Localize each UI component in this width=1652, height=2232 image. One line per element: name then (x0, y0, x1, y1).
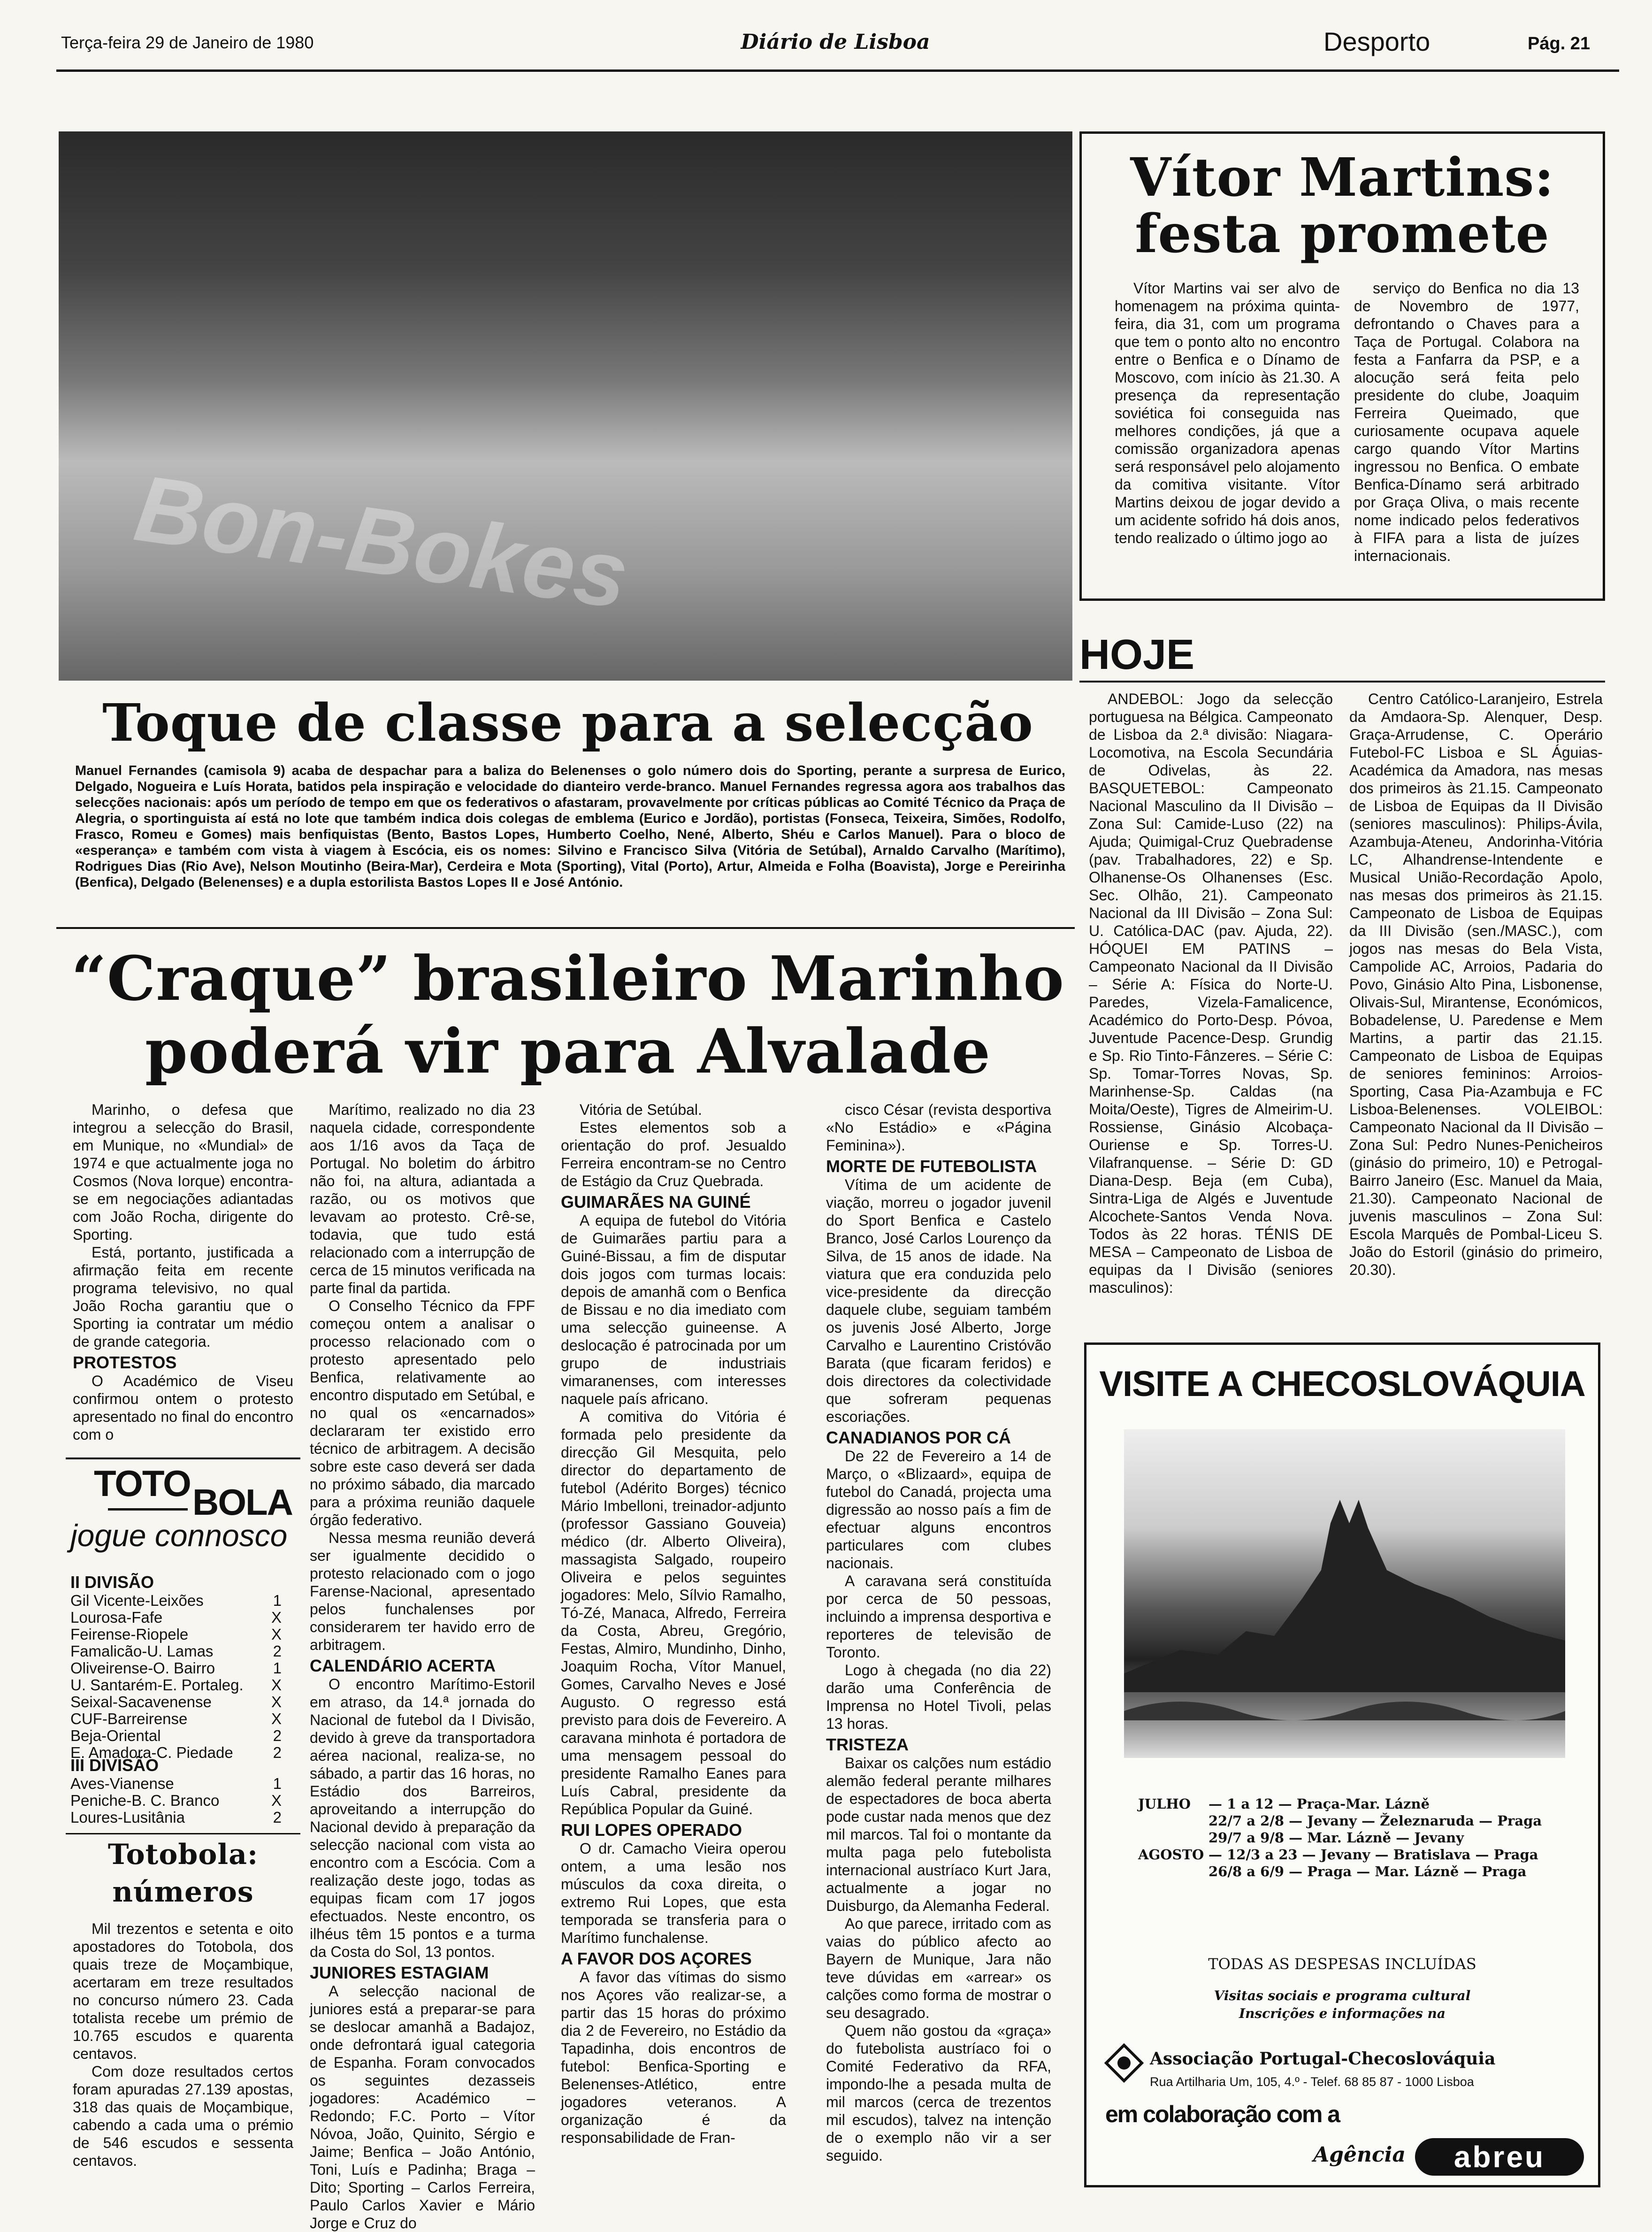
vitor-title-1: Vítor Martins: (1130, 147, 1554, 208)
result-row (70, 1694, 282, 1710)
result-row (70, 1727, 282, 1744)
match-name: Beja-Oriental (70, 1727, 161, 1744)
toque-headline: Toque de classe para a selecção (102, 692, 1033, 753)
craque-col-1: Marinho, o defesa que integrou a selecção do Brasil, em Munique, no «Mundial» de 1974 e que actualmente joga no Cosmos (Nova Iorque) encontra-se em negociações adiantadas com João Rocha, dirigente do Sporting. Está, portanto, justificada a afirmação feita em recente programa televisivo, no qual João Rocha garantiu que o Sporting ia contratar um médio de grande categoria. PROTESTOS O Académico de Viseu confirmou ontem o protesto apresentado no final do encontro com o (73, 1101, 293, 1443)
div3-title: III DIVISÃO (70, 1756, 159, 1775)
numeros-title-1: Totobola: (107, 1838, 259, 1871)
result-row (70, 1710, 282, 1727)
result-row (70, 1775, 282, 1792)
schedule-row (1138, 1829, 1560, 1846)
result-row (70, 1643, 282, 1660)
abreu-logo (1415, 2138, 1584, 2176)
castle-silhouette-icon (1124, 1429, 1565, 1758)
match-result: 2 (273, 1642, 282, 1660)
match-result: X (271, 1626, 282, 1643)
ad-title: VISITE A CHECOSLOVÁQUIA (1099, 1364, 1585, 1404)
bola-text: BOLA (192, 1481, 292, 1523)
numeros-text: Mil trezentos e setenta e oito apostadores do Totobola, dos quais treze de Moçambique, acertaram em treze resultados no concurso número 23. Cada totalista recebe um prémio de 10.765 escudos e quarenta centavos. Com doze resultados certos foram apuradas 27.139 apostas, 318 das quais de Moçambique, cabendo a cada uma o prémio de 546 escudos e sessenta centavos. (73, 1920, 293, 2169)
ad-included: TODAS AS DESPESAS INCLUÍDAS (1208, 1955, 1476, 1973)
result-row (70, 1609, 282, 1626)
schedule-row (1138, 1863, 1560, 1880)
totobola-tagline: jogue connosco (70, 1518, 288, 1553)
match-name: Lourosa-Fafe (70, 1609, 163, 1626)
page-number: Pág. 21 (1528, 34, 1591, 54)
match-result: 2 (273, 1727, 282, 1744)
match-name: Aves-Vianense (70, 1775, 174, 1792)
match-result: 2 (273, 1744, 282, 1761)
ad-address: Rua Artilharia Um, 105, 4.º - Telef. 68 85 87 - 1000 Lisboa (1150, 2075, 1474, 2089)
football-photo (59, 131, 1072, 681)
match-result: X (271, 1693, 282, 1710)
result-row (70, 1677, 282, 1694)
div3-results (70, 1775, 282, 1826)
craque-headline-1: “Craque” brasileiro Marinho (71, 943, 1064, 1014)
totobola-underline (108, 1508, 188, 1511)
match-result: X (271, 1710, 282, 1727)
schedule-row (1138, 1812, 1560, 1829)
photo-banner-text: Bon-Bokes (129, 455, 635, 629)
hoje-col-2: Centro Católico-Laranjeiro, Estrela da Amdaora-Sp. Alenquer, Desp. Graça-Arrudense, C. Operário Futebol-FC Lisboa e SL Águias-Académica da Amadora, nas mesas dos primeiros às 21.15. Campeonato de Lisboa de Equipas da II Divisão (seniores masculinos): Philips-Ávila, Azambuja-Ateneu, Andorinha-Vitória LC, Alhandrense-Intendente e Musical União-Recordação Apolo, nas mesas dos primeiros às 21.15. Campeonato de Lisboa de Equipas da III Divisão (sen./MASC.), com jogos nas mesas do Bela Vista, Campolide AC, Arroios, Padaria do Povo, Ginásio Alto Pina, Lisbonense, Olivais-Sul, Mirantense, Económicos, Bobadelense, U. Paredense e Mem Martins, a partir das 21.15. Campeonato de Lisboa de Equipas de seniores femininos: Arroios-Sporting, Casa Pia-Azambuja e FC Lisboa-Belenenses. VOLEIBOL: Campeonato Nacional da II Divisão – Zona Sul: Pedro Nunes-Penicheiros (ginásio do primeiro, 10) e Petrogal-Bairro Janeiro (Esc. Manuel da Maia, 21.30). Campeonato Nacional de juvenis masculinos – Zona Sul: Escola Marquês de Pombal-Liceu S. João do Estoril (ginásio do primeiro, 20.30). (1349, 690, 1603, 1278)
craque-rule (56, 927, 1075, 929)
match-name: Gil Vicente-Leixões (70, 1592, 204, 1609)
hoje-title: HOJE (1079, 631, 1195, 678)
match-result: 1 (273, 1775, 282, 1792)
match-name: Loures-Lusitânia (70, 1809, 185, 1826)
schedule-text: — 12/3 a 23 — Jevany — Bratislava — Praga (1208, 1847, 1538, 1863)
match-name: CUF-Barreirense (70, 1710, 188, 1727)
match-name: Seixal-Sacavenense (70, 1693, 212, 1710)
result-row (70, 1809, 282, 1826)
result-row (70, 1626, 282, 1643)
schedule-month: AGOSTO (1138, 1847, 1204, 1863)
match-name: Peniche-B. C. Branco (70, 1792, 220, 1809)
match-name: Famalicão-U. Lamas (70, 1642, 214, 1660)
schedule-month: JULHO (1138, 1796, 1191, 1812)
craque-headline-2: poderá vir para Alvalade (145, 1015, 991, 1087)
ad-association: Associação Portugal-Checoslováquia (1150, 2049, 1496, 2069)
schedule-text: 22/7 a 2/8 — Jevany — Železnaruda — Praga (1208, 1813, 1542, 1829)
schedule-text: — 1 a 12 — Praça-Mar. Lázně (1208, 1796, 1430, 1812)
match-result: 1 (273, 1592, 282, 1609)
hoje-rule (1079, 681, 1605, 683)
schedule-text: 26/8 a 6/9 — Praga — Mar. Lázně — Praga (1208, 1864, 1527, 1879)
match-result: X (271, 1609, 282, 1626)
ad-visits-2: Inscrições e informações na (1239, 2006, 1446, 2021)
toto-text: TOTO (94, 1463, 191, 1504)
header-rule (56, 69, 1619, 72)
abreu-logo-text: abreu (1453, 2140, 1545, 2174)
vitor-martins-box (1079, 131, 1605, 601)
vitor-title-2: festa promete (1135, 203, 1550, 265)
vitor-col-2: serviço do Benfica no dia 13 de Novembro de 1977, defrontando o Chaves para a Taça de Portugal. Colabora na festa a Fanfarra da PSP, e a alocução será feita pelo presidente do clube, Joaquim Ferreira Queimado, que curiosamente ocupava aquele cargo quando Vítor Martins ingressou no Benfica. O embate Benfica-Dínamo será arbitrado por Graça Oliva, o mais recente nome indicado pelos federativos à FIFA para a lista de juízes internacionais. (1354, 280, 1579, 564)
numeros-rule (66, 1833, 300, 1834)
header-date: Terça-feira 29 de Janeiro de 1980 (61, 33, 314, 52)
assoc-logo-icon (1105, 2044, 1143, 2082)
result-row (70, 1660, 282, 1677)
craque-col-3: Vitória de Setúbal. Estes elementos sob a orientação do prof. Jesualdo Ferreira encontram-se no Centro de Estágio da Cruz Quebrada. GUIMARÃES NA GUINÉ A equipa de futebol do Vitória de Guimarães partiu para a Guiné-Bissau, a fim de disputar dois jogos com turmas locais: depois de amanhã com o Benfica de Bissau e no dia imediato com uma selecção guineense. A deslocação é patrocinada por um grupo de industriais vimaranenses, com interesses naquele país africano. A comitiva do Vitória é formada pelo presidente da direcção Gil Mesquita, pelo director do departamento de futebol (Adérito Borges) técnico Mário Imbelloni, treinador-adjunto (professor Gassiano Gouveia) médico (dr. Alberto Oliveira), massagista Salgado, roupeiro Oliveira e pelos seguintes jogadores: Melo, Sílvio Ramalho, Tó-Zé, Manaca, Alfredo, Ferreira da Costa, Abreu, Gregório, Festas, Almiro, Mundinho, Dinho, Joaquim Rocha, Vítor Manuel, Gomes, Carvalho Neves e José Augusto. O regresso está previsto para dois de Fevereiro. A caravana minhota é portadora de uma mensagem pessoal do presidente Ramalho Eanes para Luís Cabral, presidente da República Popular da Guiné. RUI LOPES OPERADO O dr. Camacho Vieira operou ontem, a uma lesão nos músculos da coxa direita, o extremo Rui Lopes, que esta temporada se transferia para o Marítimo funchalense. A FAVOR DOS AÇORES A favor das vítimas do sismo nos Açores vão realizar-se, a partir das 15 horas do próximo dia 2 de Fevereiro, no Estádio da Tapadinha, dois encontros de futebol: Benfica-Sporting e Belenenses-Atlético, entre jogadores veteranos. A organização é da responsabilidade de Fran- (561, 1101, 786, 2146)
match-result: 2 (273, 1809, 282, 1826)
craque-col-4: cisco César (revista desportiva «No Estádio» e «Página Feminina»). MORTE DE FUTEBOLISTA Vítima de um acidente de viação, morreu o jogador juvenil do Sport Benfica e Castelo Branco, José Carlos Lourenço da Silva, de 15 anos de idade. Na viatura que era conduzida pelo vice-presidente da direcção daquele clube, seguiam também os juvenis José Alberto, Jorge Carvalho e Laurentino Cristóvão Barata (que ficaram feridos) e dois directores da colectividade que sofreram pequenas escoriações. CANADIANOS POR CÁ De 22 de Fevereiro a 14 de Março, o «Blizaard», equipa de futebol do Canadá, projecta uma digressão ao nosso país a fim de efectuar alguns encontros particulares com clubes nacionais. A caravana será constituída por cerca de 50 pessoas, incluindo a imprensa desportiva e reporteres de televisão de Toronto. Logo à chegada (no dia 22) darão uma Conferência de Imprensa no Hotel Tivoli, pelas 13 horas. TRISTEZA Baixar os calções num estádio alemão federal perante milhares de espectadores de boca aberta pode custar nada menos que dez mil marcos. Tal foi o montante da multa paga pelo futebolista internacional austríaco Kurt Jara, actualmente a jogar no Duisburgo, da Alemanha Federal. Ao que parece, irritado com as vaias do público afecto ao Bayern de Munique, Jara não teve dúvidas em «arrear» os calções como forma de mostrar o seu desagrado. Quem não gostou da «graça» do futebolista austríaco foi o Comité Federativo da RFA, impondo-lhe a pesada multa de mil marcos (cerca de trezentos mil escudos), talvez na intenção de o exemplo não vir a ser seguido. (826, 1101, 1051, 2164)
result-row (70, 1592, 282, 1609)
div2-results (70, 1592, 282, 1761)
hoje-col-1: ANDEBOL: Jogo da selecção portuguesa na Bélgica. Campeonato de Lisboa da 2.ª divisão: Niagara-Locomotiva, na Escola Secundária de Odivelas, às 22. BASQUETEBOL: Campeonato Nacional Masculino da II Divisão – Zona Sul: Camide-Luso (22) na Ajuda; Quimigal-Cruz Quebradense (pav. Trabalhadores, 22) e Sp. Olhanense-Os Olhanenses (Esc. Sec. Olhão, 21). Campeonato Nacional da III Divisão – Zona Sul: U. Católica-DAC (pav. Ajuda, 22). HÓQUEI EM PATINS – Campeonato Nacional da II Divisão – Série A: Física do Norte-U. Paredes, Vizela-Famalicence, Académico do Porto-Desp. Póvoa, Juventude Pacence-Desp. Grundig e Sp. Rio Tinto-Fânzeres. – Série C: Sp. Tomar-Torres Novas, Sp. Marinhense-Sp. Caldas (na Moita/Oeste), Tigres de Almeirim-U. Rossiense, Ginásio Alcobaça-Ouriense e Sp. Torres-U. Vilafranquense. – Série D: GD Diana-Desp. Beja (em Cuba), Sintra-Liga de Algés e Juventude Alcochete-Santos Venda Nova. Todos às 22 horas. TÉNIS DE MESA – Campeonato de Lisboa de equipas da I Divisão (seniores masculinos): (1089, 690, 1333, 1296)
checoslovaquia-ad (1084, 1342, 1600, 2187)
prague-skyline-image (1124, 1429, 1565, 1758)
result-row (70, 1792, 282, 1809)
totobola-logo (66, 1462, 300, 1561)
ad-collab: em colaboração com a (1105, 2101, 1340, 2127)
match-result: X (271, 1676, 282, 1694)
schedule-row (1138, 1846, 1560, 1863)
schedule-text: 29/7 a 9/8 — Mar. Lázně — Jevany (1208, 1830, 1464, 1846)
ad-agency-label: Agência (1313, 2143, 1406, 2167)
toque-caption: Manuel Fernandes (camisola 9) acaba de despachar para a baliza do Belenenses o golo número dois do Sporting, perante a surpresa de Eurico, Delgado, Nogueira e Luís Horata, batidos pela inspiração e velocidade do dianteiro verde-branco. Manuel Fernandes regressa agora aos trabalhos das selecções nacionais: após um período de tempo em que os federativos o afastaram, provavelmente por críticas públicas ao Comité Técnico da Praça de Alegria, o sportinguista aí está no lote que também indica dois colegas de emblema (Eurico e Jordão), portistas (Fonseca, Teixeira, Simões, Rodolfo, Frasco, Romeu e Gomes) mais benfiquistas (Bento, Bastos Lopes, Humberto Coelho, Nené, Alberto, Shéu e Carlos Manuel). Para o bloco de «esperança» e também com vista à viagem à Escócia, eis os nomes: Silvino e Francisco Silva (Vitória de Setúbal), Arnaldo Carvalho (Marítimo), Rodrigues Dias (Rio Ave), Nelson Moutinho (Beira-Mar), Cerdeira e Mota (Sporting), Vital (Porto), Artur, Almeida e Folha (Boavista), Jorge e Pereirinha (Benfica), Delgado (Belenenses) e a dupla estorilista Bastos Lopes II e José António. (75, 763, 1065, 890)
div2-title: II DIVISÃO (70, 1572, 154, 1592)
vitor-col-1: Vítor Martins vai ser alvo de homenagem na próxima quinta-feira, dia 31, com um programa que tem o ponto alto no encontro entre o Benfica e o Dínamo de Moscovo, com início às 21.30. A presença da representação soviética foi conseguida nas melhores condições, já que a comissão organizadora apenas será responsável pelo alojamento da comitiva visitante. Vítor Martins deixou de jogar devido a um acidente sofrido há dois anos, tendo realizado o último jogo ao (1115, 280, 1340, 546)
craque-col-2: Marítimo, realizado no dia 23 naquela cidade, correspondente aos 1/16 avos da Taça de Portugal. No boletim do árbitro não foi, na altura, adiantada a razão, ou os motivos que levavam ao protesto. Crê-se, todavia, que tudo está relacionado com a interrupção de cerca de 15 minutos verificada na parte final da partida. O Conselho Técnico da FPF começou ontem a analisar o processo relacionado com o protesto apresentado pelo Benfica, relativamente ao encontro disputado em Setúbal, e no qual os «encarnados» declararam ter existido erro técnico de arbitragem. A decisão sobre este caso deverá ser dada no próximo sábado, dia marcado para a próxima reunião daquele órgão federativo. Nessa mesma reunião deverá ser igualmente decidido o protesto relacionado com o jogo Farense-Nacional, apresentado pelos funchalenses por considerarem ter havido erro de arbitragem. CALENDÁRIO ACERTA O encontro Marítimo-Estoril em atraso, da 14.ª jornada do Nacional de futebol da I Divisão, devido à greve da transportadora aérea nacional, realiza-se, no sábado, a partir das 16 horas, no Estádio dos Barreiros, aproveitando a interrupção do Nacional devido à preparação da selecção nacional com vista ao encontro com a Escócia. Com a realização deste jogo, todas as equipas ficam com 17 jogos efectuados. Neste encontro, os ilhéus têm 15 pontos e a turma da Costa do Sol, 13 pontos. JUNIORES ESTAGIAM A selecção nacional de juniores está a preparar-se para se deslocar amanhã a Badajoz, onde defrontará igual categoria de Espanha. Foram convocados os seguintes dezasseis jogadores: Académico – Redondo; F.C. Porto – Vítor Nóvoa, João, Quinito, Sérgio e Jaime; Benfica – João António, Toni, Luís e Padinha; Braga – Dito; Sporting – Carlos Ferreira, Paulo Carlos Xavier e Mário Jorge e Cruz do (310, 1101, 535, 2232)
masthead: Diário de Lisboa (741, 30, 930, 54)
ad-schedule (1138, 1795, 1560, 1880)
match-result: X (271, 1792, 282, 1809)
match-name: Oliveirense-O. Bairro (70, 1659, 215, 1677)
match-result: 1 (273, 1659, 282, 1677)
match-name: U. Santarém-E. Portaleg. (70, 1676, 244, 1694)
match-name: Feirense-Riopele (70, 1626, 189, 1643)
section-title: Desporto (1323, 27, 1430, 56)
ad-visits-1: Visitas sociais e programa cultural (1214, 1988, 1471, 2003)
schedule-row (1138, 1795, 1560, 1812)
numeros-title-2: números (112, 1876, 254, 1909)
totobola-rule (66, 1457, 300, 1459)
match-name: E. Amadora-C. Piedade (70, 1744, 233, 1761)
